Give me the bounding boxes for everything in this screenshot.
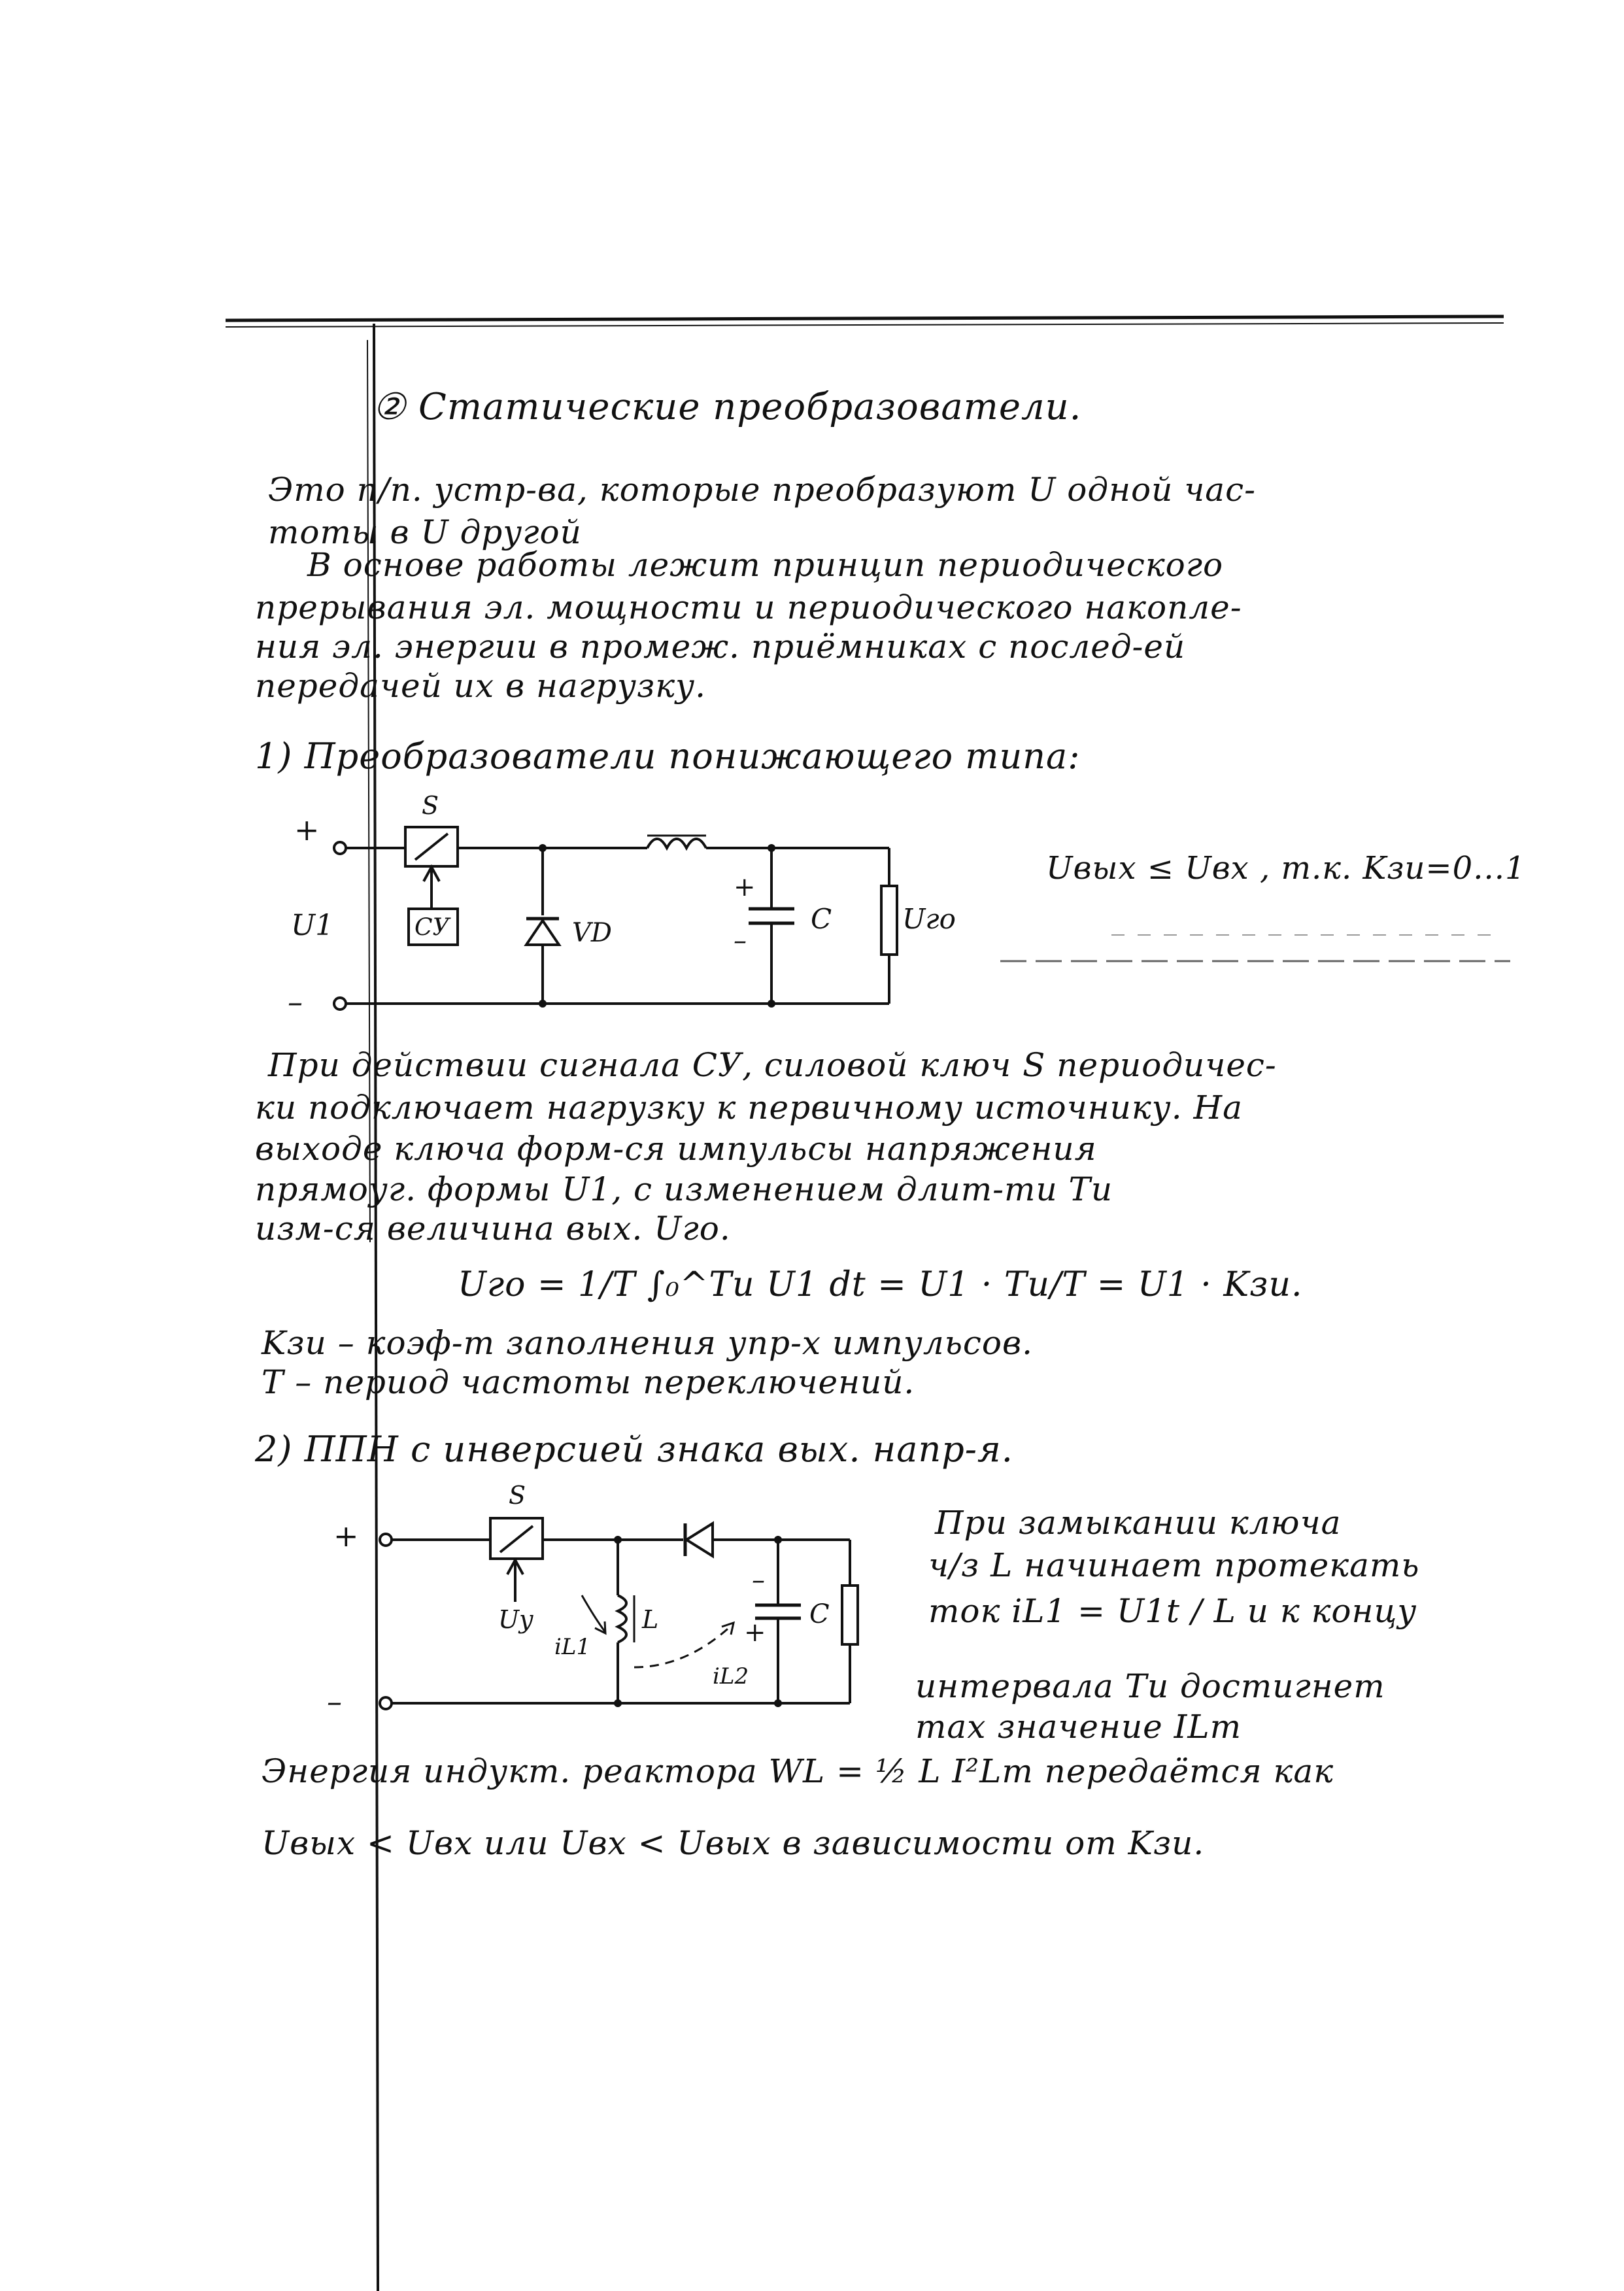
section-title: ② Статические преобразователи.: [373, 386, 1082, 428]
minus-label: –: [327, 1684, 342, 1719]
heading-buck-converter: 1) Преобразователи понижающего типа:: [255, 736, 1081, 777]
switch-blade: [500, 1526, 533, 1552]
principle-line-4: передачей их в нагрузку.: [255, 667, 707, 705]
diode-triangle: [526, 921, 559, 945]
intro-line-2: тоты в U другой: [268, 513, 582, 551]
dashed-guide-lines: [1000, 922, 1523, 974]
inductor-coil: [618, 1595, 626, 1642]
cap-label: C: [809, 1599, 830, 1629]
load-voltage-label: Uго: [902, 903, 956, 935]
input-terminal-plus: [334, 842, 346, 854]
buck-converter-schematic: [275, 778, 994, 1053]
operation2-line-1: При замыкании ключа: [935, 1504, 1342, 1542]
load-resistor: [881, 886, 897, 955]
inductor-coil: [647, 839, 706, 848]
operation2-line-4: интервала Tи достигнет: [915, 1667, 1385, 1705]
plus-label: +: [333, 1518, 359, 1553]
input-voltage-label: U1: [291, 909, 334, 942]
switch-label: S: [422, 791, 439, 820]
junction-node: [614, 1699, 622, 1707]
switch-blade: [415, 834, 448, 860]
voltage-relation: Uвых ≤ Uвх , т.к. Kзи=0...1: [1046, 850, 1526, 887]
operation2-line-3: ток iL1 = U1t / L и к концу: [928, 1592, 1417, 1630]
cap-plus-label: +: [744, 1618, 766, 1648]
definition-kzi: Kзи – коэф-т заполнения упр-х импульсов.: [262, 1324, 1034, 1362]
definition-period: T – период частоты переключений.: [262, 1363, 915, 1401]
inverting-converter-schematic: [307, 1471, 896, 1719]
load-resistor: [842, 1586, 858, 1644]
operation-line-4: прямоуг. формы U1, с изменением длит-ти Tи: [255, 1170, 1113, 1208]
energy-line-1: Энергия индукт. реактора WL = ½ L I²Lm передаётся как: [262, 1752, 1334, 1790]
top-rule: [226, 316, 1504, 320]
diode-label: VD: [572, 918, 612, 948]
input-terminal-minus: [334, 998, 346, 1010]
operation2-line-2: ч/з L начинает протекать: [928, 1546, 1420, 1584]
intro-line-1: Это п/п. устр-ва, которые преобразуют U одной час-: [268, 471, 1257, 509]
top-rule-thin: [226, 323, 1504, 327]
operation-line-2: ки подключает нагрузку к первичному источнику. На: [255, 1089, 1243, 1127]
minus-label: –: [288, 984, 303, 1019]
cap-label: C: [811, 903, 832, 935]
junction-node: [768, 844, 775, 852]
control-label: Uу: [498, 1605, 534, 1634]
energy-line-2: Uвых < Uвх или Uвх < Uвых в зависимости от Kзи.: [262, 1824, 1205, 1862]
coil-label: L: [642, 1605, 659, 1634]
junction-node: [614, 1536, 622, 1544]
junction-node: [768, 1000, 775, 1008]
control-label: СУ: [414, 914, 450, 941]
diode-triangle: [686, 1523, 713, 1556]
cap-minus-label: –: [752, 1565, 765, 1595]
cap-plus-label: +: [734, 872, 756, 902]
junction-node: [774, 1536, 782, 1544]
current-arrow-il1: [582, 1595, 605, 1631]
heading-inverting-converter: 2) ППН с инверсией знака вых. напр-я.: [255, 1429, 1013, 1470]
current-label-il1: iL1: [554, 1634, 591, 1660]
output-voltage-formula: Uго = 1/T ∫₀^Tи U1 dt = U1 · Tи/T = U1 · Kзи.: [458, 1265, 1303, 1304]
cap-minus-label: –: [734, 926, 747, 956]
input-terminal-plus: [380, 1534, 392, 1546]
junction-node: [539, 844, 547, 852]
junction-node: [539, 1000, 547, 1008]
principle-line-1: В основе работы лежит принцип периодического: [307, 546, 1224, 584]
operation2-line-5: max значение ILm: [915, 1708, 1242, 1746]
operation-line-1: При действии сигнала СУ, силовой ключ S периодичес-: [268, 1046, 1277, 1084]
plus-label: +: [294, 812, 320, 847]
junction-node: [774, 1699, 782, 1707]
switch-label: S: [509, 1481, 526, 1510]
operation-line-5: изм-ся величина вых. Uго.: [255, 1210, 731, 1247]
principle-line-3: ния эл. энергии в промеж. приёмниках с послед-ей: [255, 628, 1186, 666]
current-label-il2: iL2: [713, 1663, 749, 1689]
operation-line-3: выходе ключа форм-ся импульсы напряжения: [255, 1130, 1097, 1168]
principle-line-2: прерывания эл. мощности и периодического накопле-: [255, 588, 1242, 626]
